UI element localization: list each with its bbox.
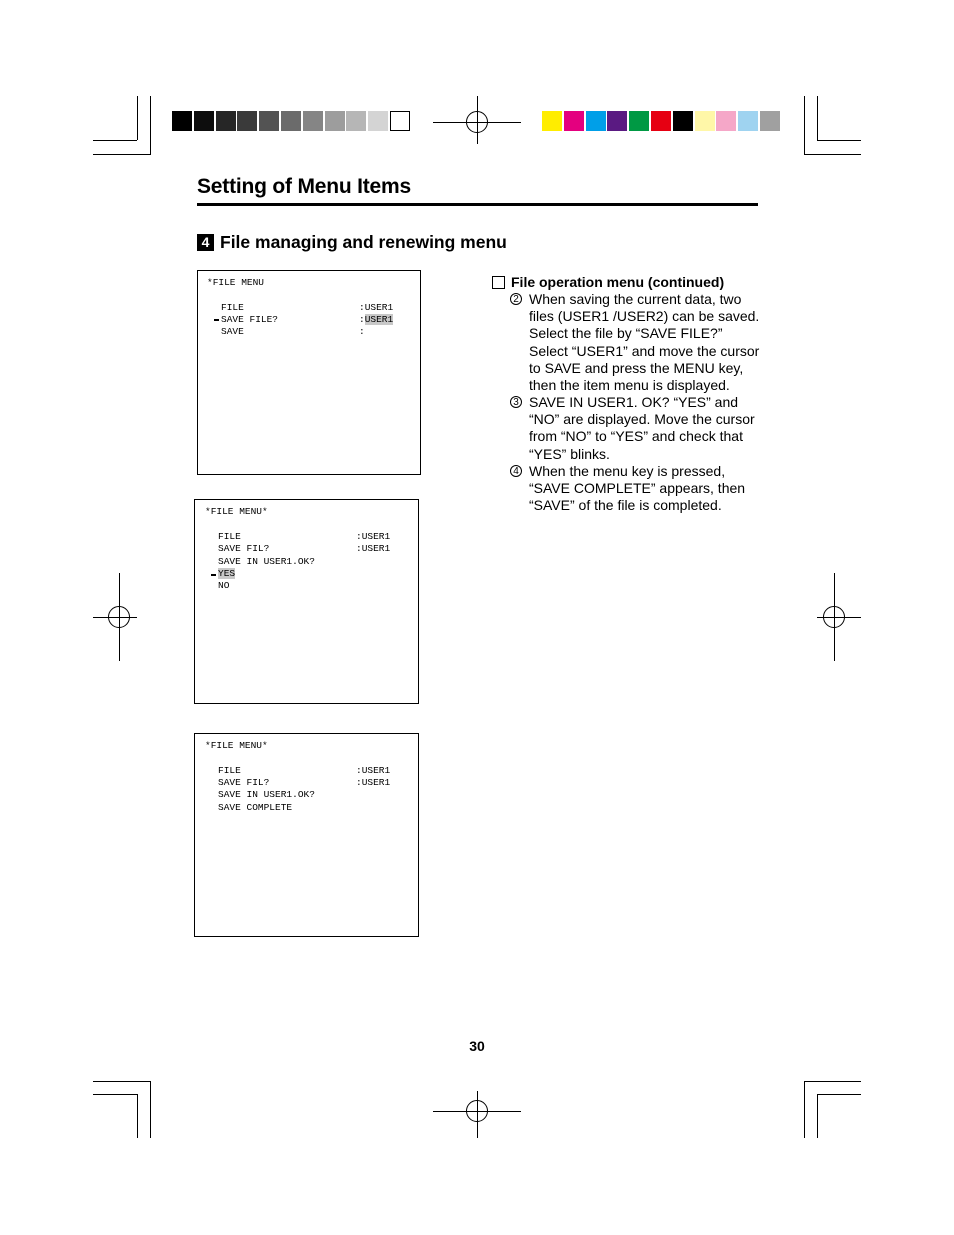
screen-row-label: SAVE IN USER1.OK? bbox=[218, 556, 315, 567]
gray-swatch bbox=[368, 111, 388, 131]
circled-number-icon: 2 bbox=[510, 293, 522, 305]
screen-header: *FILE MENU* bbox=[205, 506, 268, 517]
gray-swatch bbox=[346, 111, 366, 131]
menu-screen-3 bbox=[194, 733, 419, 937]
color-swatch bbox=[586, 111, 606, 131]
title-rule bbox=[197, 203, 758, 206]
color-swatch bbox=[673, 111, 693, 131]
screen-row-label: FILE bbox=[218, 531, 241, 542]
list-item-text: SAVE IN USER1. OK? “YES” and “NO” are displayed. Move the cursor from “NO” to “YES” and check that “YES” blinks. bbox=[529, 394, 755, 462]
screen-row-value: :USER1 bbox=[356, 765, 391, 776]
color-swatch bbox=[738, 111, 758, 131]
screen-row-label: SAVE FILE? bbox=[221, 314, 279, 325]
list-item bbox=[510, 394, 760, 463]
screen-row-label: NO bbox=[218, 580, 230, 591]
list-item bbox=[510, 291, 760, 394]
color-swatch bbox=[629, 111, 649, 131]
color-swatch bbox=[695, 111, 715, 131]
screen-row-value: : bbox=[359, 326, 365, 337]
screen-row-value: :USER1 bbox=[359, 302, 394, 313]
cursor-icon bbox=[211, 574, 216, 576]
list-item-text: When saving the current data, two files (USER1 /USER2) can be saved. Select the file by “SAVE FILE?” Select “USER1” and move the cursor to SAVE and press the MENU key, then the item menu is displayed. bbox=[529, 291, 760, 394]
section-number: 4 bbox=[197, 234, 214, 251]
gray-swatch bbox=[172, 111, 192, 131]
screen-header: *FILE MENU bbox=[207, 277, 265, 288]
subsection-title: File operation menu (continued) bbox=[511, 274, 725, 290]
checkbox-square-icon bbox=[492, 276, 505, 289]
screen-row-label: SAVE IN USER1.OK? bbox=[218, 789, 315, 800]
gray-swatch bbox=[303, 111, 323, 131]
page-title: Setting of Menu Items bbox=[197, 175, 411, 198]
screen-row-label: FILE bbox=[221, 302, 244, 313]
cursor-icon bbox=[214, 319, 219, 321]
screen-row-value: :USER1 bbox=[359, 314, 394, 325]
circled-number-icon: 4 bbox=[510, 465, 522, 477]
subsection-heading bbox=[492, 274, 724, 290]
color-swatch bbox=[716, 111, 736, 131]
list-item bbox=[510, 463, 760, 515]
highlighted-value: USER1 bbox=[364, 314, 394, 325]
gray-swatch bbox=[237, 111, 257, 131]
page-number: 30 bbox=[469, 1038, 485, 1054]
screen-row-label: SAVE FIL? bbox=[218, 777, 270, 788]
list-item-text: When the menu key is pressed, “SAVE COMPLETE” appears, then “SAVE” of the file is completed. bbox=[529, 463, 746, 514]
gray-swatch bbox=[216, 111, 236, 131]
screen-row-value: :USER1 bbox=[356, 531, 391, 542]
gray-swatch bbox=[325, 111, 345, 131]
screen-row-label bbox=[218, 568, 235, 579]
screen-row-value: :USER1 bbox=[356, 777, 391, 788]
color-swatch bbox=[607, 111, 627, 131]
screen-header: *FILE MENU* bbox=[205, 740, 268, 751]
section-heading bbox=[197, 232, 507, 253]
screen-row-label: SAVE bbox=[221, 326, 244, 337]
color-swatch bbox=[760, 111, 780, 131]
menu-screen-1 bbox=[197, 270, 421, 475]
highlighted-value: YES bbox=[218, 568, 236, 579]
screen-row-label: SAVE COMPLETE bbox=[218, 802, 293, 813]
menu-screen-2 bbox=[194, 499, 419, 704]
gray-swatch bbox=[194, 111, 214, 131]
screen-row-label: SAVE FIL? bbox=[218, 543, 270, 554]
screen-row-value: :USER1 bbox=[356, 543, 391, 554]
color-swatch bbox=[542, 111, 562, 131]
circled-number-icon: 3 bbox=[510, 396, 522, 408]
screen-row-label: FILE bbox=[218, 765, 241, 776]
gray-swatch bbox=[390, 111, 410, 131]
gray-swatch bbox=[281, 111, 301, 131]
color-swatch bbox=[564, 111, 584, 131]
gray-swatch bbox=[259, 111, 279, 131]
section-label: File managing and renewing menu bbox=[220, 232, 507, 252]
color-swatch bbox=[651, 111, 671, 131]
